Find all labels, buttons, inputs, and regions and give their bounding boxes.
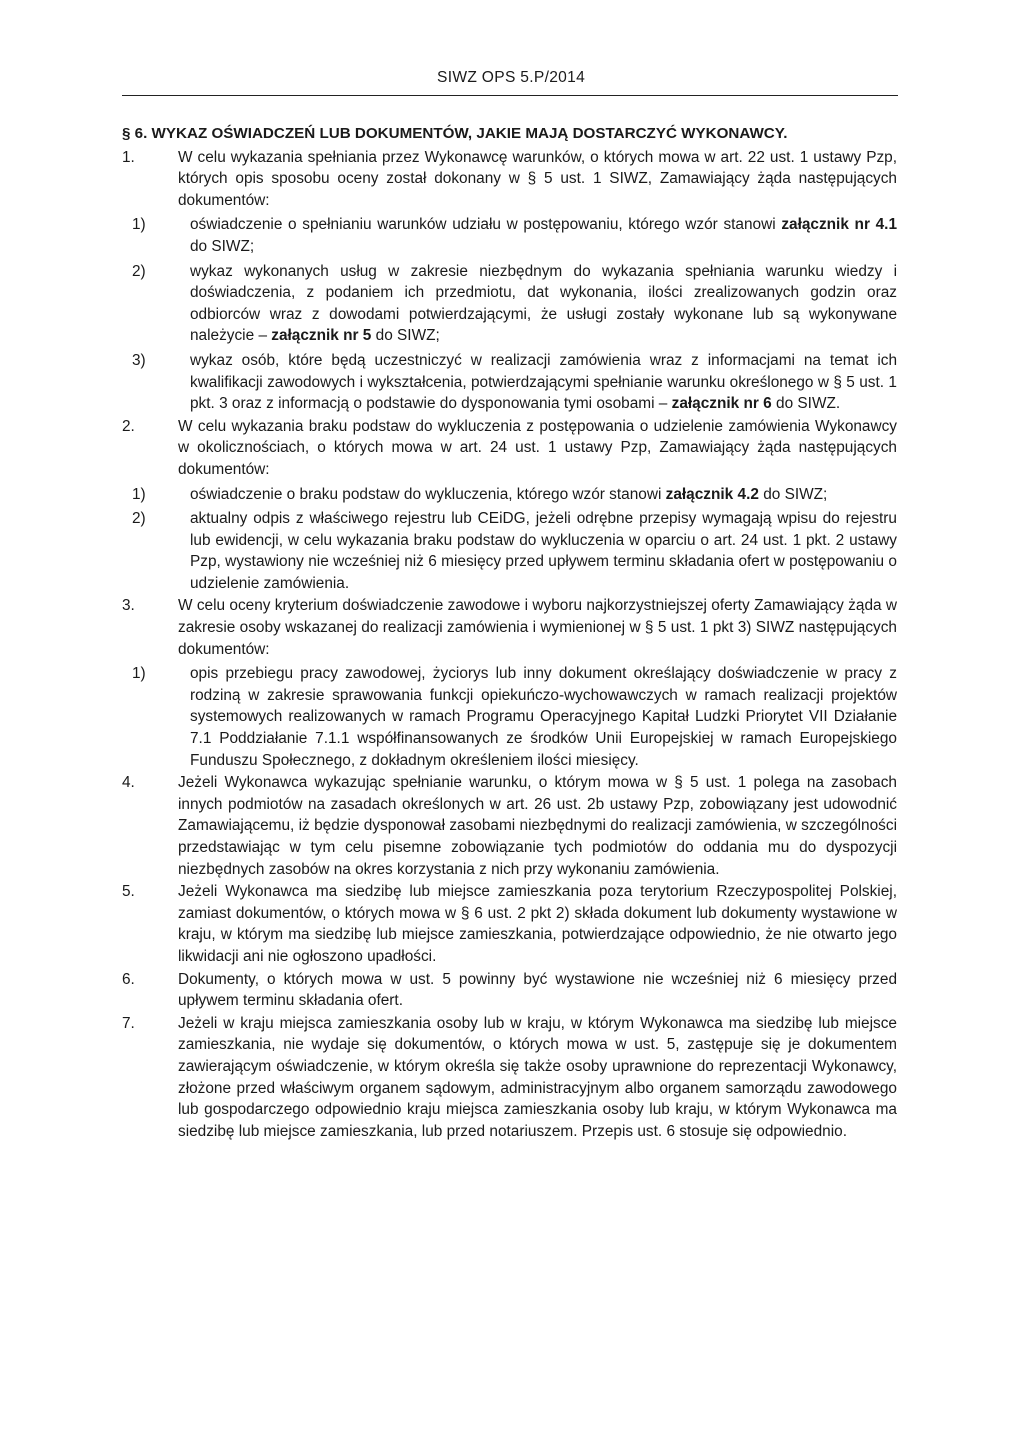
subitem-number: 2) bbox=[132, 510, 146, 528]
paragraph-4 bbox=[122, 772, 897, 880]
subitem-text-after: do SIWZ; bbox=[190, 237, 255, 255]
subitem-number: 1) bbox=[132, 216, 146, 234]
attachment-reference: załącznik nr 4.1 bbox=[781, 216, 897, 234]
paragraph-text: W celu wykazania braku podstaw do wykluczenia z postępowania o udzielenie zamówienia Wykonawcy w okolicznościach, o których mowa w art. 24 ust. 1 ustawy Pzp, Zamawiający żąda następujących dokumentów: bbox=[178, 417, 897, 478]
paragraph-2 bbox=[122, 416, 897, 481]
paragraph-number: 6. bbox=[122, 970, 135, 988]
subitem-text-after: do SIWZ. bbox=[771, 395, 841, 413]
paragraph-text: Jeżeli Wykonawca wykazując spełnianie warunku, o którym mowa w § 5 ust. 1 polega na zasobach innych podmiotów na zasadach określonych w art. 26 ust. 2b ustawy Pzp, zobowiązany jest udowodnić Zamawiającemu, iż będzie dysponował zasobami niezbędnymi do realizacji zamówienia, w szczególności przedstawiając w tym celu pisemne zobowiązanie tych podmiotów do oddania mu do dyspozycji niezbędnych zasobów na okres korzystania z nich przy wykonaniu zamówienia. bbox=[178, 774, 897, 878]
subitem-text: oświadczenie o spełnianiu warunków udziału w postępowaniu, którego wzór stanowi bbox=[190, 216, 782, 234]
subitem-number: 1) bbox=[132, 485, 146, 503]
subitem-1-3 bbox=[122, 350, 897, 415]
subitem-number: 1) bbox=[132, 665, 146, 683]
paragraph-number: 7. bbox=[122, 1014, 135, 1032]
paragraph-text: W celu oceny kryterium doświadczenie zawodowe i wyboru najkorzystniejszej oferty Zamawiający żąda w zakresie osoby wskazanej do realizacji zamówienia i wymienionej w § 5 ust. 1 pkt 3) SIWZ następujących dokumentów: bbox=[178, 597, 897, 658]
subitem-1-2 bbox=[122, 261, 897, 347]
paragraph-7 bbox=[122, 1013, 897, 1143]
paragraph-number: 3. bbox=[122, 597, 135, 615]
subitem-number: 3) bbox=[132, 351, 146, 369]
paragraph-6 bbox=[122, 969, 897, 1012]
subitem-2-1 bbox=[122, 484, 897, 506]
paragraph-number: 1. bbox=[122, 148, 135, 166]
subitem-text: wykaz wykonanych usług w zakresie niezbędnym do wykazania spełniania warunku wiedzy i doświadczenia, z podaniem ich przedmiotu, dat wykonania, ilości zrealizowanych godzin oraz odbiorców wraz z dowodami potwierdzającymi, że usługi zostały wykonane lub są wykonywane należycie – bbox=[190, 262, 897, 345]
attachment-reference: załącznik nr 5 bbox=[271, 327, 372, 345]
document-body bbox=[122, 123, 897, 1142]
subitem-text: wykaz osób, które będą uczestniczyć w realizacji zamówienia wraz z informacjami na temat ich kwalifikacji zawodowych i wykształcenia, potwierdzającymi spełnianie warunku określonego w § 5 ust. 1 pkt. 3 oraz z informacją o podstawie do dysponowania tymi osobami – bbox=[190, 351, 897, 413]
subitem-number: 2) bbox=[132, 262, 146, 280]
subitem-text-after: do SIWZ; bbox=[758, 485, 828, 503]
paragraph-text: Dokumenty, o których mowa w ust. 5 powinny być wystawione nie wcześniej niż 6 miesięcy przed upływem terminu składania ofert. bbox=[178, 970, 897, 1010]
document-header-code: SIWZ OPS 5.P/2014 bbox=[437, 69, 586, 86]
paragraph-5 bbox=[122, 881, 897, 967]
attachment-reference: załącznik 4.2 bbox=[665, 485, 759, 503]
paragraph-number: 5. bbox=[122, 883, 135, 901]
paragraph-text: Jeżeli w kraju miejsca zamieszkania osoby lub w kraju, w którym Wykonawca ma siedzibę lub miejsce zamieszkania, nie wydaje się dokumentów, o których mowa w ust. 5, zastępuje się je dokumentem zawierającym oświadczenie, w którym określa się także osoby uprawnione do reprezentacji Wykonawcy, złożone przed właściwym organem sądowym, administracyjnym albo organem samorządu zawodowego lub gospodarczego odpowiednio kraju miejsca zamieszkania osoby lub kraju, w którym Wykonawca ma siedzibę lub miejsce zamieszkania, lub przed notariuszem. Przepis ust. 6 stosuje się odpowiednio. bbox=[178, 1014, 897, 1140]
subitem-2-2 bbox=[122, 508, 897, 594]
attachment-reference: załącznik nr 6 bbox=[671, 395, 772, 413]
paragraph-number: 2. bbox=[122, 417, 135, 435]
paragraph-3 bbox=[122, 595, 897, 660]
subitem-text: opis przebiegu pracy zawodowej, życiorys lub inny dokument określający doświadczenie w pracy z rodziną w zakresie sprawowania funkcji opiekuńczo-wychowawczych w ramach realizacji projektów systemowych realizowanych w ramach Programu Operacyjnego Kapitał Ludzki Priorytet VII Działanie 7.1 Poddziałanie 7.1.1 współfinansowanych ze środków Unii Europejskiej w ramach Europejskiego Funduszu Społecznego, z dokładnym określeniem ilości miesięcy. bbox=[190, 665, 897, 769]
subitem-1-1 bbox=[122, 214, 897, 257]
paragraph-number: 4. bbox=[122, 774, 135, 792]
paragraph-1 bbox=[122, 147, 897, 212]
header-divider bbox=[122, 95, 898, 96]
subitem-text: aktualny odpis z właściwego rejestru lub CEiDG, jeżeli odrębne przepisy wymagają wpisu do rejestru lub ewidencji, w celu wykazania braku podstaw do wykluczenia w oparciu o art. 24 ust. 1 pkt. 2 ustawy Pzp, wystawiony nie wcześniej niż 6 miesięcy przed upływem terminu składania ofert w postępowaniu o udzielenie zamówienia. bbox=[190, 510, 897, 592]
subitem-3-1 bbox=[122, 663, 897, 771]
paragraph-text: W celu wykazania spełniania przez Wykonawcę warunków, o których mowa w art. 22 ust. 1 ustawy Pzp, których opis sposobu oceny został dokonany w § 5 ust. 1 SIWZ, Zamawiający żąda następujących dokumentów: bbox=[178, 148, 897, 209]
subitem-text: oświadczenie o braku podstaw do wykluczenia, którego wzór stanowi bbox=[190, 485, 666, 503]
subitem-text-after: do SIWZ; bbox=[371, 327, 440, 345]
section-title: § 6. WYKAZ OŚWIADCZEŃ LUB DOKUMENTÓW, JAKIE MAJĄ DOSTARCZYĆ WYKONAWCY. bbox=[122, 125, 788, 142]
paragraph-text: Jeżeli Wykonawca ma siedzibę lub miejsce zamieszkania poza terytorium Rzeczypospolitej Polskiej, zamiast dokumentów, o których mowa w § 6 ust. 2 pkt 2) składa dokument lub dokumenty wystawione w kraju, w którym ma siedzibę lub miejsce zamieszkania, potwierdzające odpowiednio, że nie otwarto jego likwidacji ani nie ogłoszono upadłości. bbox=[178, 883, 897, 965]
